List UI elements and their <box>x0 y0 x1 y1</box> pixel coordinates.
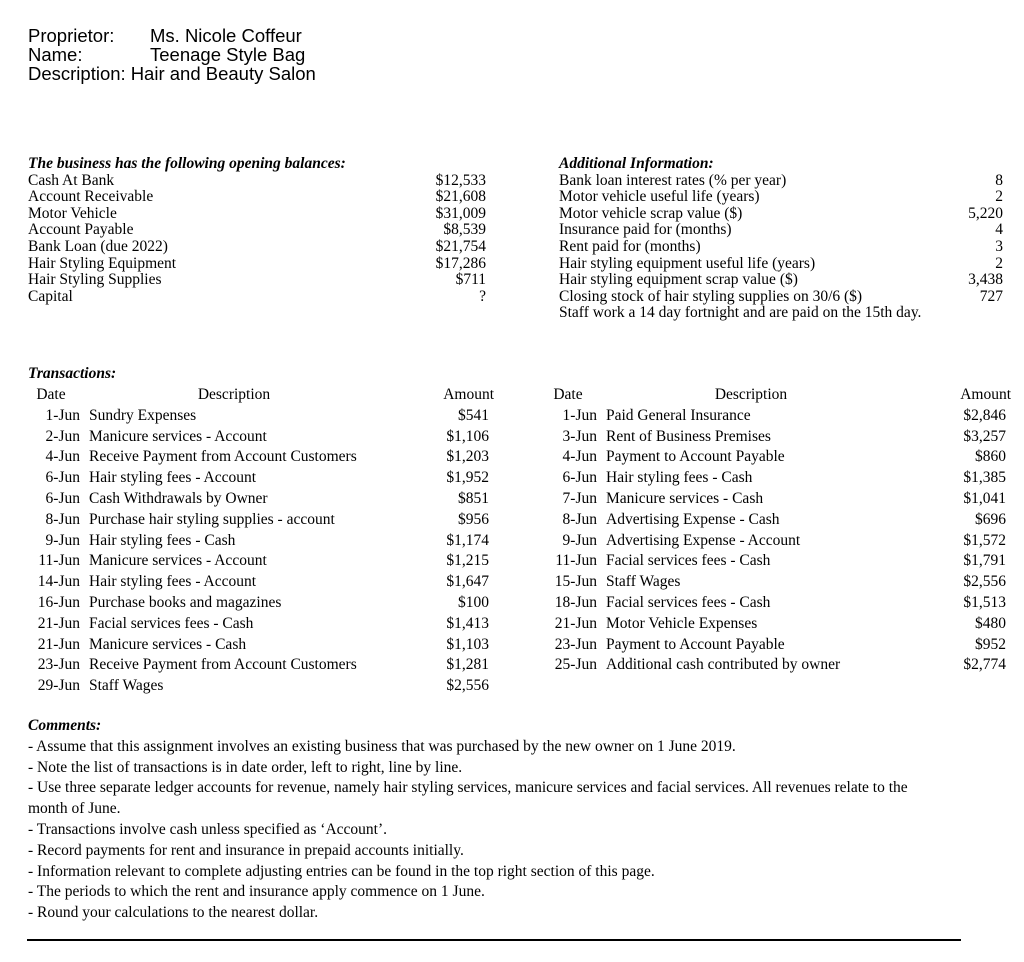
description-cell: Hair styling fees - Cash <box>606 469 753 487</box>
balance-row <box>559 272 1003 289</box>
amount-cell: $956 <box>458 510 489 528</box>
amount-header: Amount <box>960 386 1011 403</box>
date-cell: 25-Jun <box>554 656 597 674</box>
amount-cell: $1,041 <box>963 489 1006 507</box>
amount-cell: $1,647 <box>446 573 489 591</box>
item-value: 8 <box>995 171 1003 189</box>
description-cell: Purchase hair styling supplies - account <box>89 510 335 528</box>
table-row <box>18 655 494 676</box>
balance-row <box>28 289 486 306</box>
item-label: Hair styling equipment useful life (years) <box>559 254 816 272</box>
table-row <box>535 489 1011 510</box>
amount-cell: $1,281 <box>446 656 489 674</box>
date-cell: 23-Jun <box>37 656 80 674</box>
description-value: Hair and Beauty Salon <box>130 63 316 84</box>
table-row <box>18 427 494 448</box>
balance-row <box>28 189 486 206</box>
balance-row <box>28 256 486 273</box>
description-cell: Manicure services - Account <box>89 552 267 570</box>
table-row <box>535 510 1011 531</box>
item-value: $21,608 <box>435 188 486 206</box>
table-row <box>535 614 1011 635</box>
amount-cell: $100 <box>458 593 489 611</box>
date-cell: 9-Jun <box>562 531 597 549</box>
table-row <box>18 406 494 427</box>
table-row <box>18 468 494 489</box>
date-cell: 14-Jun <box>37 573 80 591</box>
table-row <box>18 614 494 635</box>
amount-cell: $851 <box>458 489 489 507</box>
table-row <box>18 489 494 510</box>
balance-row <box>28 222 486 239</box>
balance-row <box>28 206 486 223</box>
date-cell: 2-Jun <box>45 427 80 445</box>
table-row <box>535 593 1011 614</box>
transactions-table-left <box>18 385 494 697</box>
item-value: 2 <box>995 188 1003 206</box>
table-row <box>535 531 1011 552</box>
item-value: ? <box>479 287 486 305</box>
date-cell: 4-Jun <box>45 448 80 466</box>
table-row <box>18 572 494 593</box>
balance-row <box>559 239 1003 256</box>
table-header <box>535 385 1011 406</box>
comment-line: - Note the list of transactions is in date order, left to right, line by line. <box>28 758 463 776</box>
item-label: Motor Vehicle <box>28 204 117 222</box>
comment-line: - The periods to which the rent and insurance apply commence on 1 June. <box>28 883 485 901</box>
item-value: $31,009 <box>435 204 486 222</box>
business-header <box>28 26 316 83</box>
date-cell: 6-Jun <box>45 489 80 507</box>
description-cell: Paid General Insurance <box>606 406 751 424</box>
table-row <box>18 447 494 468</box>
description-header: Description <box>714 386 788 403</box>
description-cell: Sundry Expenses <box>89 406 197 424</box>
date-cell: 29-Jun <box>37 677 80 695</box>
amount-cell: $2,556 <box>446 677 489 695</box>
comment-line: - Record payments for rent and insurance in prepaid accounts initially. <box>28 841 464 859</box>
date-cell: 1-Jun <box>562 406 597 424</box>
date-cell: 6-Jun <box>45 469 80 487</box>
amount-cell: $1,952 <box>446 469 489 487</box>
item-value: $21,754 <box>435 237 486 255</box>
item-label: Account Payable <box>28 221 134 239</box>
balance-row <box>559 189 1003 206</box>
balance-row <box>559 256 1003 273</box>
date-cell: 11-Jun <box>38 552 80 570</box>
item-label: Hair styling equipment scrap value ($) <box>559 271 798 289</box>
balance-row <box>559 173 1003 190</box>
date-cell: 11-Jun <box>555 552 597 570</box>
description-cell: Motor Vehicle Expenses <box>606 614 758 632</box>
staff-note: Staff work a 14 day fortnight and are paid on the 15th day. <box>559 304 922 322</box>
item-value: 3,438 <box>968 271 1003 289</box>
comment-line: - Transactions involve cash unless specified as ‘Account’. <box>28 820 388 838</box>
item-label: Motor vehicle useful life (years) <box>559 188 760 206</box>
item-value: $711 <box>455 271 486 289</box>
table-row <box>18 593 494 614</box>
balance-row <box>28 173 486 190</box>
item-label: Capital <box>28 287 73 305</box>
table-row <box>18 510 494 531</box>
table-row <box>535 655 1011 676</box>
balance-row <box>28 272 486 289</box>
date-cell: 23-Jun <box>554 635 597 653</box>
date-header: Date <box>36 386 66 403</box>
amount-cell: $1,385 <box>963 469 1006 487</box>
item-value: 5,220 <box>968 204 1003 222</box>
item-value: 2 <box>995 254 1003 272</box>
table-row <box>18 676 494 697</box>
name-label: Name: <box>28 44 83 65</box>
date-cell: 8-Jun <box>45 510 80 528</box>
description-cell: Hair styling fees - Cash <box>89 531 236 549</box>
amount-cell: $480 <box>975 614 1006 632</box>
opening-balances-title: The business has the following opening balances: <box>28 155 346 172</box>
additional-information <box>559 156 1003 322</box>
table-row <box>535 635 1011 656</box>
date-cell: 18-Jun <box>554 593 597 611</box>
description-cell: Cash Withdrawals by Owner <box>89 489 268 507</box>
date-cell: 3-Jun <box>562 427 597 445</box>
table-header <box>18 385 494 406</box>
name-value: Teenage Style Bag <box>150 44 306 65</box>
table-row <box>18 635 494 656</box>
comments <box>28 716 948 924</box>
description-cell: Additional cash contributed by owner <box>606 656 841 674</box>
opening-balances <box>28 156 486 305</box>
transactions-title-text: Transactions: <box>28 365 117 382</box>
transactions-table-right <box>535 385 1011 676</box>
date-header: Date <box>553 386 583 403</box>
description-cell: Receive Payment from Account Customers <box>89 656 357 674</box>
transactions-title <box>28 366 116 383</box>
date-cell: 1-Jun <box>45 406 80 424</box>
additional-information-title: Additional Information: <box>559 155 714 172</box>
item-label: Bank loan interest rates (% per year) <box>559 171 787 189</box>
date-cell: 21-Jun <box>37 614 80 632</box>
amount-cell: $1,106 <box>446 427 489 445</box>
description-cell: Rent of Business Premises <box>606 427 771 445</box>
amount-cell: $2,556 <box>963 573 1006 591</box>
date-cell: 4-Jun <box>562 448 597 466</box>
amount-cell: $1,413 <box>446 614 489 632</box>
description-cell: Receive Payment from Account Customers <box>89 448 357 466</box>
date-cell: 7-Jun <box>562 489 597 507</box>
comment-line: - Assume that this assignment involves an existing business that was purchased by the new owner on 1 June 2019. <box>28 737 736 755</box>
description-cell: Facial services fees - Cash <box>89 614 254 632</box>
description-header: Description <box>197 386 271 403</box>
comment-line: - Information relevant to complete adjusting entries can be found in the top right section of this page. <box>28 862 655 880</box>
date-cell: 21-Jun <box>554 614 597 632</box>
amount-cell: $3,257 <box>963 427 1006 445</box>
description-cell: Staff Wages <box>89 677 164 695</box>
proprietor-label: Proprietor: <box>28 25 115 46</box>
item-label: Bank Loan (due 2022) <box>28 237 168 255</box>
table-row <box>18 551 494 572</box>
table-row <box>535 468 1011 489</box>
amount-cell: $1,174 <box>446 531 489 549</box>
amount-cell: $541 <box>458 406 489 424</box>
item-value: 3 <box>995 237 1003 255</box>
table-row <box>535 447 1011 468</box>
date-cell: 6-Jun <box>562 469 597 487</box>
comments-title: Comments: <box>28 717 102 734</box>
description-cell: Manicure services - Account <box>89 427 267 445</box>
description-cell: Manicure services - Cash <box>89 635 247 653</box>
description-cell: Manicure services - Cash <box>606 489 764 507</box>
comment-line: - Use three separate ledger accounts for revenue, namely hair styling services, manicure services and facial services. All revenues relate to the month of June. <box>28 779 908 818</box>
table-row <box>535 551 1011 572</box>
amount-header: Amount <box>443 386 494 403</box>
comment-line: - Round your calculations to the nearest dollar. <box>28 904 319 922</box>
table-row <box>535 427 1011 448</box>
item-label: Insurance paid for (months) <box>559 221 732 239</box>
description-cell: Hair styling fees - Account <box>89 573 257 591</box>
description-cell: Facial services fees - Cash <box>606 552 771 570</box>
amount-cell: $1,103 <box>446 635 489 653</box>
table-row <box>535 406 1011 427</box>
balance-row <box>559 222 1003 239</box>
amount-cell: $1,203 <box>446 448 489 466</box>
description-cell: Advertising Expense - Cash <box>606 510 780 528</box>
item-label: Account Receivable <box>28 188 154 206</box>
proprietor-value: Ms. Nicole Coffeur <box>150 25 302 46</box>
balance-row <box>559 289 1003 306</box>
item-value: 727 <box>979 287 1003 305</box>
description-cell: Payment to Account Payable <box>606 448 785 466</box>
description-cell: Payment to Account Payable <box>606 635 785 653</box>
item-value: $17,286 <box>435 254 486 272</box>
amount-cell: $2,774 <box>963 656 1006 674</box>
date-cell: 16-Jun <box>37 593 80 611</box>
description-cell: Staff Wages <box>606 573 681 591</box>
balance-row <box>28 239 486 256</box>
amount-cell: $696 <box>975 510 1006 528</box>
description-cell: Purchase books and magazines <box>89 593 282 611</box>
amount-cell: $1,572 <box>963 531 1006 549</box>
amount-cell: $952 <box>975 635 1006 653</box>
bottom-divider <box>27 939 961 941</box>
item-value: 4 <box>995 221 1003 239</box>
date-cell: 21-Jun <box>37 635 80 653</box>
date-cell: 9-Jun <box>45 531 80 549</box>
amount-cell: $2,846 <box>963 406 1006 424</box>
item-label: Hair Styling Equipment <box>28 254 177 272</box>
table-row <box>18 531 494 552</box>
date-cell: 15-Jun <box>554 573 597 591</box>
description-cell: Advertising Expense - Account <box>606 531 801 549</box>
item-value: $12,533 <box>435 171 486 189</box>
item-label: Closing stock of hair styling supplies on 30/6 ($) <box>559 287 863 305</box>
description-cell: Facial services fees - Cash <box>606 593 771 611</box>
item-value: $8,539 <box>443 221 486 239</box>
description-cell: Hair styling fees - Account <box>89 469 257 487</box>
item-label: Hair Styling Supplies <box>28 271 162 289</box>
amount-cell: $860 <box>975 448 1006 466</box>
item-label: Cash At Bank <box>28 171 115 189</box>
date-cell: 8-Jun <box>562 510 597 528</box>
balance-row <box>559 206 1003 223</box>
amount-cell: $1,791 <box>963 552 1006 570</box>
table-row <box>535 572 1011 593</box>
item-label: Motor vehicle scrap value ($) <box>559 204 743 222</box>
item-label: Rent paid for (months) <box>559 237 701 255</box>
description-label: Description: <box>28 63 126 84</box>
amount-cell: $1,215 <box>446 552 489 570</box>
amount-cell: $1,513 <box>963 593 1006 611</box>
